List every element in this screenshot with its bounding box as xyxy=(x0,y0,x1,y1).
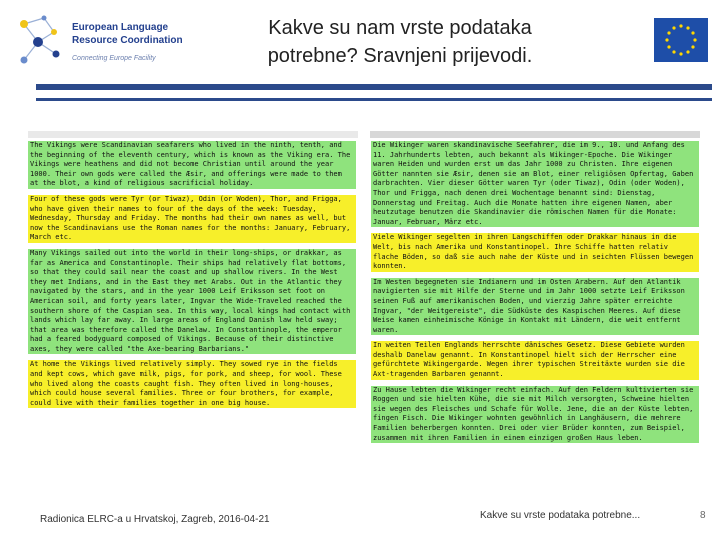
logo-wordmark xyxy=(72,21,183,47)
title-line-1: Kakve su nam vrste podataka xyxy=(268,17,532,39)
german-paragraph: Im Westen begegneten sie Indianern und im Osten Arabern. Auf den Atlantik navigierten sie mit Hilfe der Sterne und im Jahr 1000 setzte Leif Eriksson seinen Fuß auf amerikanischen Boden, und vierzig Jahre später erreichte Ingvar, "der Weitgereiste", die Südküste des Kaspischen Meeres. Auf diese Weise kamen einheimische Könige in Kontakt mit Ländern, die weit entfernt waren. xyxy=(371,278,699,336)
doc-header-bar-right xyxy=(370,131,700,138)
german-paragraph: Viele Wikinger segelten in ihren Langschiffen oder Drakkar hinaus in die Welt, bis nach Amerika und Konstantinopel. Ihre Schiffe hatten relativ flache Böden, so daß sie auch nahe der Küste und in seichten Flüssen bewegen konnten. xyxy=(371,233,699,271)
german-text-column xyxy=(371,141,699,449)
german-paragraph: In weiten Teilen Englands herrschte dänisches Gesetz. Diese Gebiete wurden deshalb Danelaw genannt. In Konstantinopel hielt sich der Herrscher eine gefürchtete Wikingergarde. Wegen ihrer typischen Streitäxte wurden sie die Axt-tragenden Barbaren genannt. xyxy=(371,341,699,379)
doc-header-bar-left xyxy=(28,131,358,138)
elrc-logo xyxy=(14,12,184,72)
elrc-network-logo-icon xyxy=(14,12,70,72)
title-line-2: potrebne? Sravnjeni prijevodi. xyxy=(267,45,533,67)
english-paragraph: At home the Vikings lived relatively simply. They sowed rye in the fields and kept cows, which gave milk, pigs, for pork, and sheep, for wool. These who lived along the coasts caught fish. They often lived in long-houses, which could house several families. Three or four brothers, for example, could live with their families together in one big house. xyxy=(28,360,356,408)
logo-tagline: Connecting Europe Facility xyxy=(72,55,156,62)
slide-title xyxy=(210,14,590,70)
footer-event: Radionica ELRC-a u Hrvatskoj, Zagreb, 2016-04-21 xyxy=(40,514,270,525)
footer-title: Kakve su vrste podataka potrebne... xyxy=(480,510,641,521)
german-paragraph: Die Wikinger waren skandinavische Seefahrer, die im 9., 10. und Anfang des 11. Jahrhunderts lebten, auch bekannt als Wikinger-Epoche. Die Wikinger waren Heiden und wurden erst um das Jahr 1000 zu Christen. Ihre eigenen Götter nannten sie Æsir, denen sie am Blot, einer religiösen Opfertag, Gaben darbrachten. Vier dieser Götter waren Tyr (oder Tiwaz), Odin (oder Woden), Thor und Frigga, nach denen drei Wochentage benannt sind: Dienstag, Donnerstag und Freitag. Auch die Monate hatten ihre eigenen Namen, aber heutzutage benutzen die Skandinavier die römischen Namen für die Monate: Januar, Februar, März etc. xyxy=(371,141,699,227)
header-rule-bottom xyxy=(36,98,712,101)
english-paragraph: Four of these gods were Tyr (or Tiwaz), Odin (or Woden), Thor, and Frigga, who have given their names to four of the days of the week: Tuesday, Wednesday, Thursday and Friday. The months had their own names as well, but now the Scandinavians use the Roman names for the months: January, February, March etc. xyxy=(28,195,356,243)
english-paragraph: The Vikings were Scandinavian seafarers who lived in the ninth, tenth, and the beginning of the eleventh century, which is known as the Viking era. The Vikings were heathens and did not become Christian until around the year 1000. Their own gods were called the Æsir, and offerings were made to them at the blot, a kind of religious sacrificial holiday. xyxy=(28,141,356,189)
english-paragraph: Many Vikings sailed out into the world in their long-ships, or drakkar, as far as America and Constantinople. Their ships had relatively flat bottoms, so that they could sail near the coast and up shallow rivers. In the West they met Indians, and in the East they met Arabs. Out in the Atlantic they navigated by the stars, and in the year 1000 Leif Eriksson set foot on American soil, and forty years later, Ingvar the Wide-Traveled reached the southern shore of the Caspian sea. In this way, local kings had contact with lands which lay far away. In large areas of England Danish law held sway; that area was therefore called the Danelaw. In Constantinople, the emperor had a feared bodyguard composed of Vikings. Because of their distinctive axes, they were called "the Axe-bearing Barbarians." xyxy=(28,249,356,355)
page-number: 8 xyxy=(700,510,706,521)
logo-line-1: European Language xyxy=(72,22,169,33)
english-text-column xyxy=(28,141,356,414)
header-rule-top xyxy=(36,84,712,90)
german-paragraph: Zu Hause lebten die Wikinger recht einfach. Auf den Feldern kultivierten sie Roggen und sie hielten Kühe, die sie mit Milch versorgten, Schweine hielten sie wegen des Fleisches und Schafe für Wolle. Jene, die an der Küste lebten, fingen Fisch. Die Wikinger wohnten gewöhnlich in Langhäusern, die mehrere Familien beherbergen konnten. Drei oder vier Brüder konnten, zum Beispiel, zusammen mit ihren Familien in einem einzigen großen Haus leben. xyxy=(371,386,699,444)
eu-flag-icon xyxy=(654,18,708,62)
logo-line-2: Resource Coordination xyxy=(72,35,183,46)
